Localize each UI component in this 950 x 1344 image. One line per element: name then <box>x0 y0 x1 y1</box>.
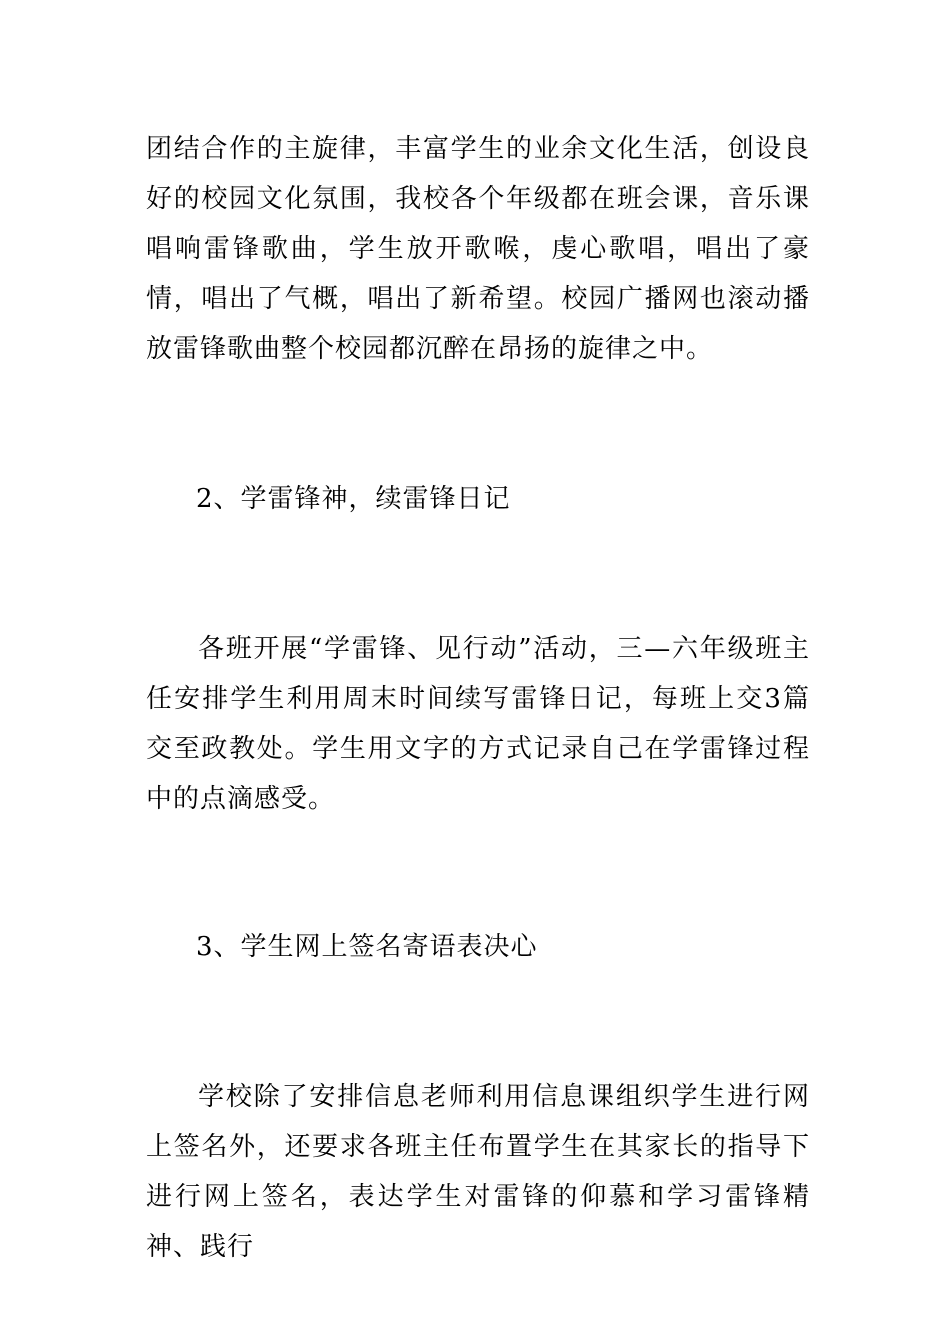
section-heading: 3、学生网上签名寄语表决心 <box>196 932 538 962</box>
body-paragraph: 学校除了安排信息老师利用信息课组织学生进行网上签名外，还要求各班主任布置学生在其家长的指导下进行网上签名，表达学生对雷锋的仰慕和学习雷锋精神、践行 <box>146 1082 810 1262</box>
body-paragraph: 各班开展“学雷锋、见行动”活动，三—六年级班主任安排学生利用周末时间续写雷锋日记，每班上交3篇交至政教处。学生用文字的方式记录自己在学雷锋过程中的点滴感受。 <box>146 634 810 814</box>
body-paragraph: 团结合作的主旋律，丰富学生的业余文化生活，创设良好的校园文化氛围，我校各个年级都在班会课，音乐课唱响雷锋歌曲，学生放开歌喉，虔心歌唱，唱出了豪情，唱出了气概，唱出了新希望。校园广播网也滚动播放雷锋歌曲整个校园都沉醉在昂扬的旋律之中。 <box>146 134 810 364</box>
section-heading: 2、学雷锋神，续雷锋日记 <box>196 484 511 514</box>
